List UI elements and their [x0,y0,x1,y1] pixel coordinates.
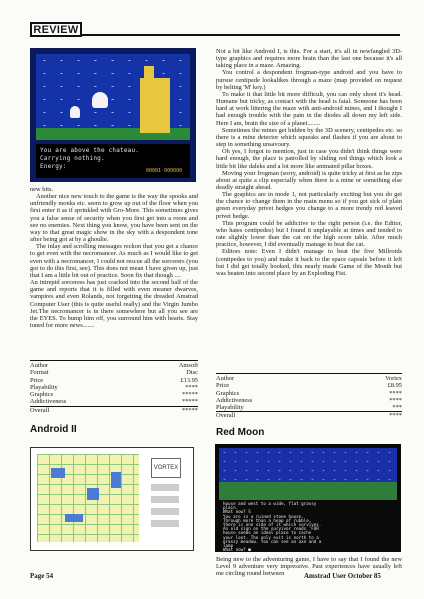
maze-block [111,472,121,488]
screen-text-line: Energy: [40,163,67,170]
paragraph: Oh yes, I forgot to mention, just in case you didn't think things were hard enough, the place is patrolled by sliding red things which look a little bit like daleks and a lot more like animated pillar boxes. [216,148,402,170]
screen-counter: 00001 000000 [146,168,183,174]
rating-row: Format Disc [30,369,198,377]
paragraph: Moving your frogman (sorry, android) is quite tricky at first as he zips about at quite a clip especially when there is a mine or something else deadly straight ahead. [216,169,402,191]
screen-text-line: Through more than a heap of rubble, [223,517,312,523]
screen-text-line: You are above the chateau. [40,147,140,154]
review-heading-android: Android II [30,424,77,435]
rating-box-2 [216,373,402,420]
ghost-icon [92,92,108,108]
paragraph: Not a bit like Android I, is this. For a start, it's all in newfangled 3D-type graphics and requires more brain than the last one because it's all taking place in a maze. Amazing. [216,48,402,70]
paragraph: You control a despondent frogman-type android and you have to pursue centipede lookalikes through a maze (map provided on request by belting 'M' key.) [216,69,402,91]
rating-row: Playability **** [30,383,198,391]
section-tab: REVIEW [30,22,82,37]
page-number: Page 54 [30,572,54,580]
vortex-logo: VORTEX [151,458,181,478]
screen-text-line: your loot. The only exit is north to a [223,534,319,540]
maze-block [65,514,83,522]
screen-text-line: lamp [223,543,234,548]
rating-row: Price £8.95 [216,382,402,390]
screen-text-line: grassy meadow. You can see an axe and a [223,538,322,544]
game-screenshot-2 [30,447,194,551]
maze-block [87,488,99,500]
paragraph: To make it that little bit more difficult, you can only shoot it's head. Humane but tricky, as contact with the head is fatal. Someone has been hard at work littering the maze with anti-android mines, and I thought I had enough trouble with the pain in the diodes all down my left side. Here I am, brain the size of a planet........ [216,90,402,127]
paragraph: The graphics are in mode 1, not particularly exciting but you do get the chance to change them in the main menu so if you get sick of plain green everyday privet hedges you change to a more trendy red leaved privet hedge. [216,191,402,220]
status-bar [151,508,179,515]
left-column-text [30,186,198,329]
review-heading-redmoon: Red Moon [216,427,265,438]
rating-row: Graphics ***** [30,391,198,399]
screen-text-line: house seems an ideal place to cache [223,530,312,536]
screenshot-hill [219,482,397,500]
rating-row: Price £13.95 [30,376,198,384]
game-screenshot-3 [215,444,401,552]
rating-row: Addictiveness ***** [30,398,198,406]
right-column-text [216,48,402,277]
status-bar [151,496,179,503]
rating-row: Addictiveness **** [216,396,402,404]
ghost-icon [70,106,80,118]
rating-row: Playability *** [216,404,402,412]
rating-row: Overall **** [216,412,402,420]
status-bar [151,520,179,527]
rating-row: Overall ***** [30,406,198,414]
status-bar [151,484,179,491]
paragraph: Sometimes the mines get hidden by the 3D scenery, centipedes etc. so there is a mine detector which squeaks and flashes if you are about to step in something unsavoury. [216,126,402,149]
publication-footer: Amstrad User October 85 [304,572,381,580]
screen-text-line: house and west to a wide, flat grassy [223,501,317,506]
screen-text-line: Carrying nothing. [40,155,105,162]
maze-block [51,468,65,478]
paragraph: This program could be addictive to the right person (i.e. the Editor, who hates centipedes) but I found it unplayable at times and tended to rate slightly lower than the cat on the high score table. After much practice, however, I did eventually manage to beat the cat. [216,219,402,249]
screen-text-line: plain. [223,505,239,511]
screen-text-line: You are in a ruined stone house. [223,513,304,519]
paragraph: new bits. [30,186,54,193]
screen-text-line: there is one side of it which survives. [223,522,322,527]
game-screenshot-1 [30,48,196,182]
screenshot-castle [140,78,170,133]
rating-row: Graphics **** [216,389,402,397]
screen-text-line: What now? ■ [223,547,251,553]
screen-text-line: What now? S [223,509,251,515]
header-rule [82,34,400,36]
paragraph: Editors note: Even I didn't manage to beat the five Millroids (centipedes to you) and make it back to the space capsule before it left but I did get totally hooked, this nearly made Game of the Month but was beaten into second place by an Exploding Fist. [216,248,402,277]
paragraph: The inlay and scrolling messages reckon that you get a chance to get even with the necromancer. As much as I would like to get even with a necromancer, I could not rescue all the sorcerers (you got to do this first, see). This does not mean I have given up, just that I am a little bit out of practice. Soon fix that though .... [30,243,198,279]
rating-row: Author Vortex [216,375,402,382]
rating-box-1 [30,360,198,414]
paragraph: Another nice new touch to the game is the way the spooks and unfriendly monks etc. seem to grow up out of the floor when you first enter it as if sprinkled with Gro-More. This sometimes gives you a false sense of security when you first get into a room and see no enemies. Next thing you know, you have been sent on the way to that great magic show in the sky with a despondent tone after being got at by a ghoulie. [30,193,198,244]
paragraph: Being new to the adventuring game, I have to say that I found the new Level 9 adventure very impressive. Past experiences have usually left me circling round between [216,556,402,578]
screen-text-line: An old sign on the survivor reads 'FOR [223,526,319,532]
paragraph: An intrepid sorceress has just cracked into the second half of the game and reports that it is filled with even meaner dwarves, vampires and even Rolands, not forgetting the dreaded Amstrad Computer User (this is quite useful really) and the Virgin Jumbo Jet.The necromancer is in there somewhere but all you see are the EYES. To bump him off, you surround him with hearts. Stay tuned for more news....... [30,279,198,329]
rating-row: Author Amsoft [30,362,198,369]
